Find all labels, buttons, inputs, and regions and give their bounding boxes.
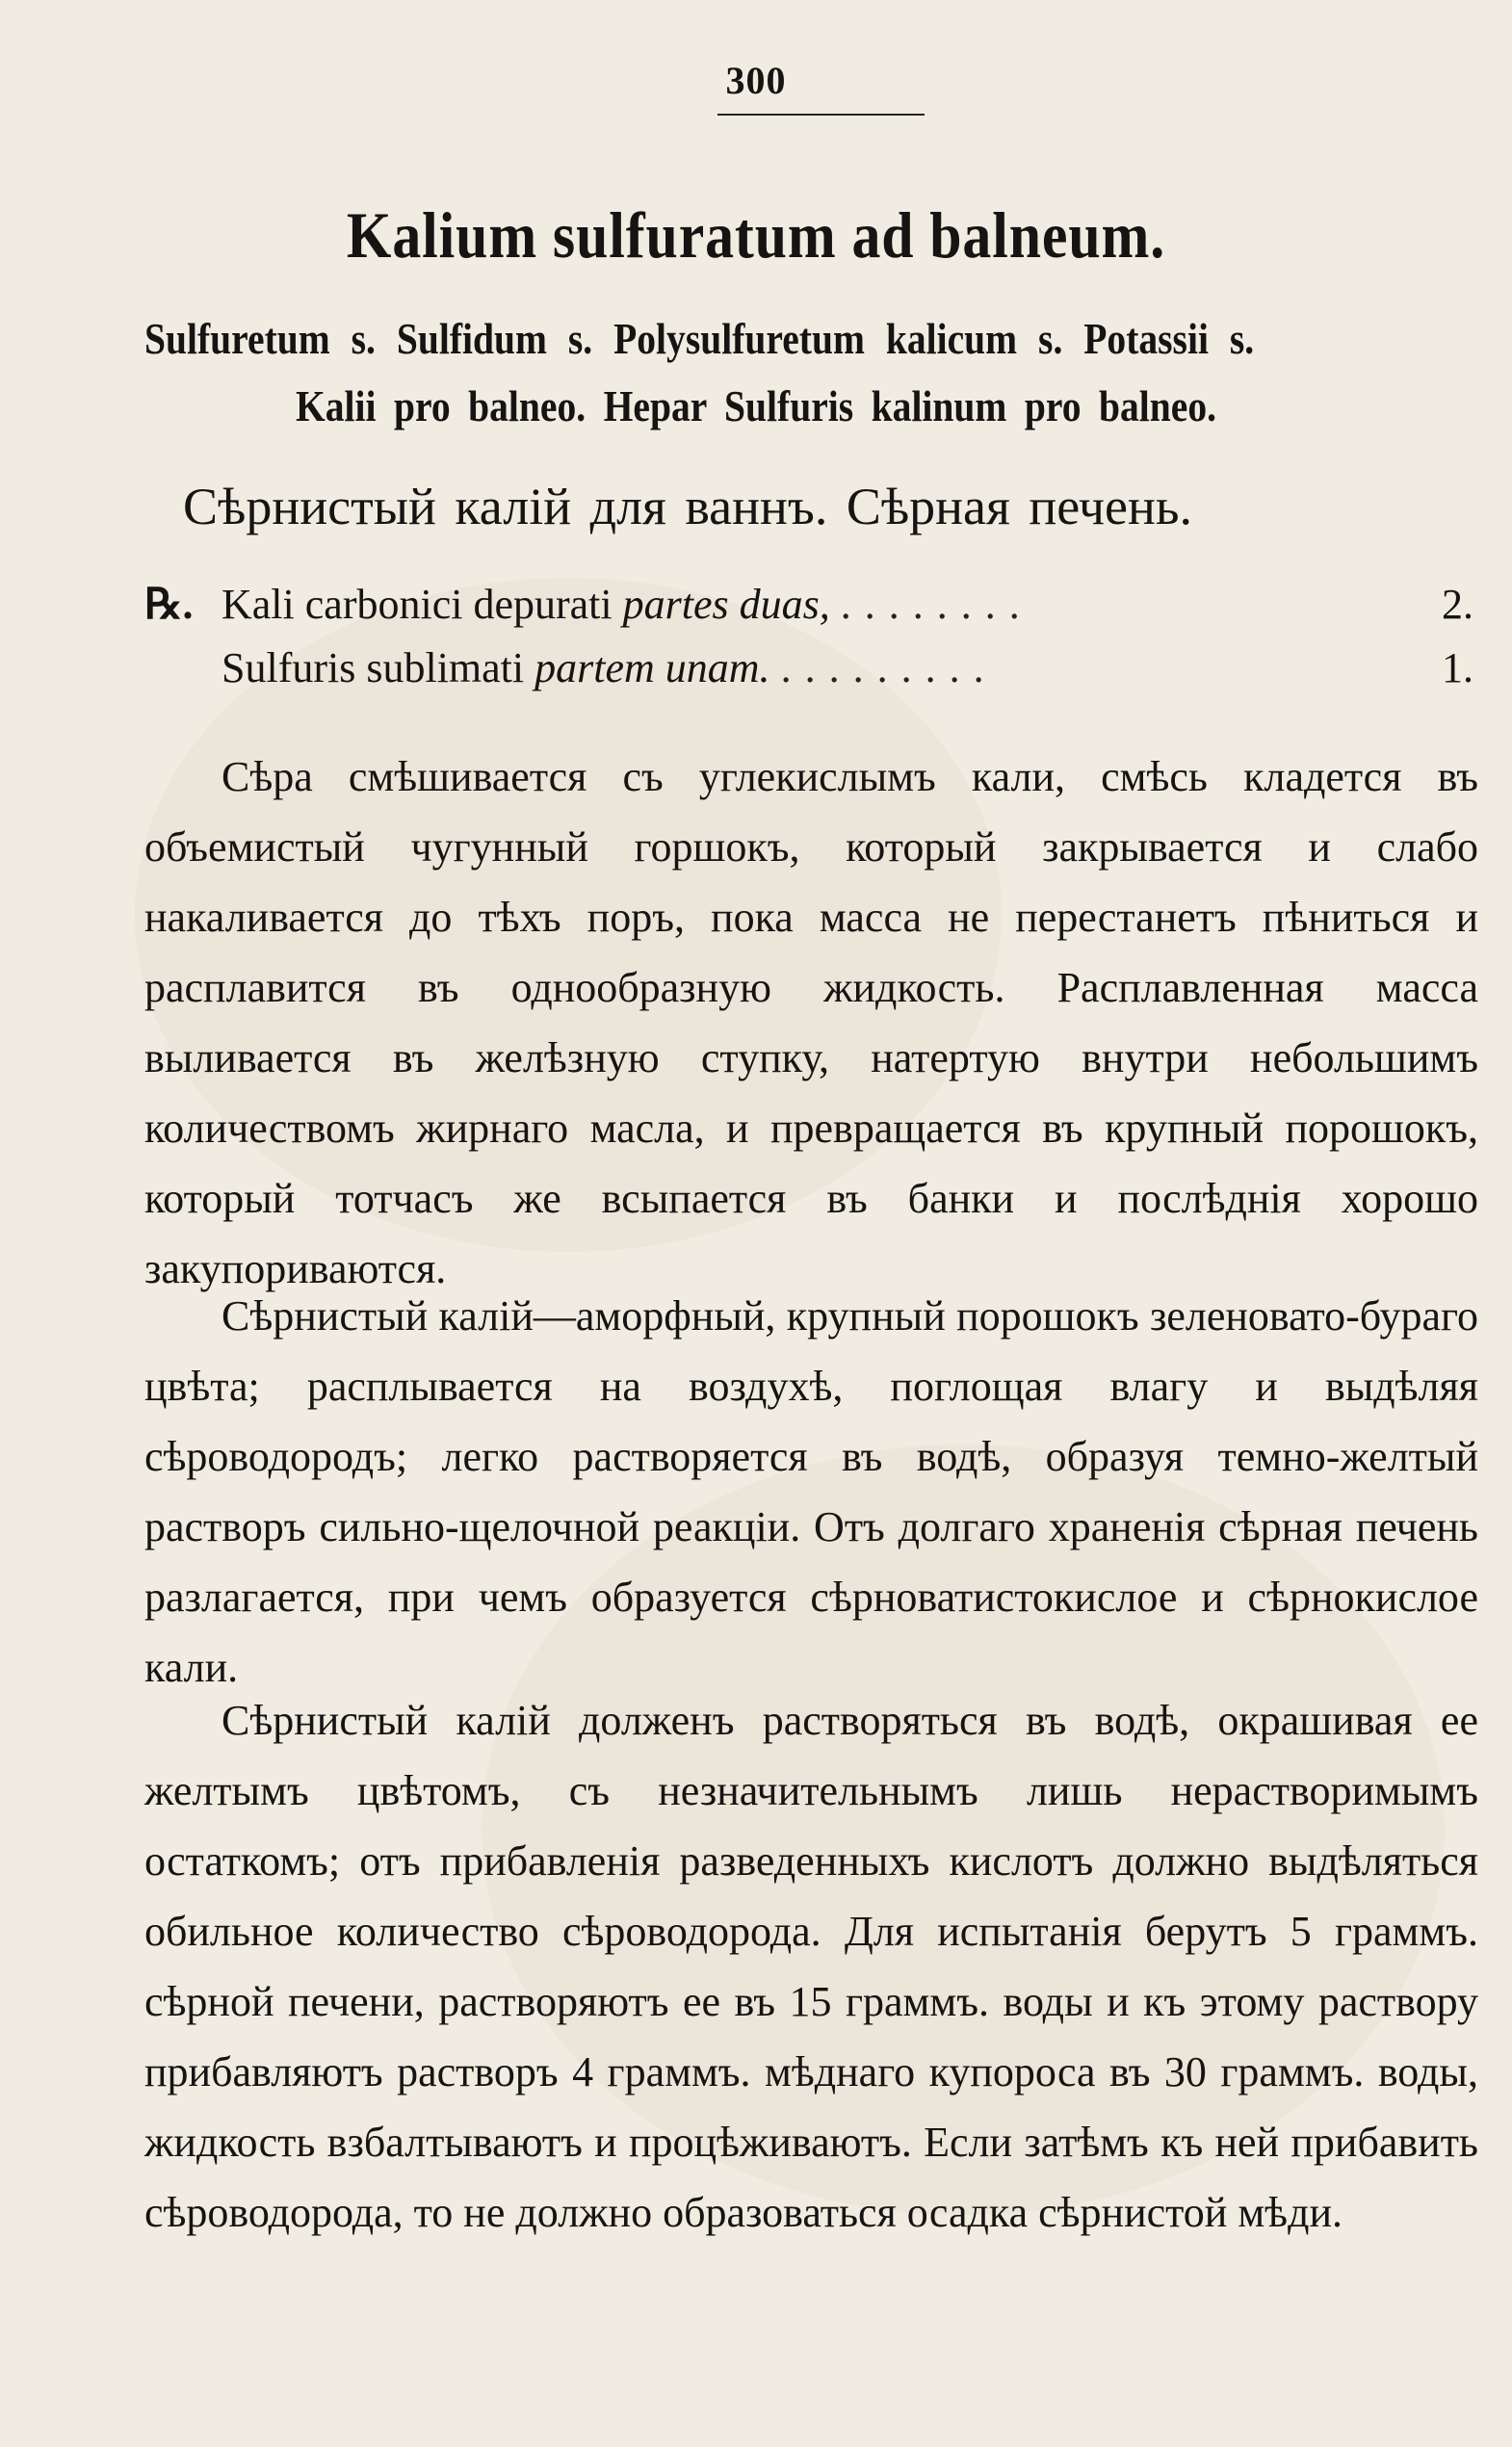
recipe-line-2 <box>144 643 1483 701</box>
recipe-amount: partes duas, <box>622 581 830 628</box>
synonyms-line-1: Sulfuretum s. Sulfidum s. Polysulfuretum kalicum s. Potassii s. <box>144 314 1255 363</box>
recipe-amount: partem unam. <box>534 644 770 691</box>
synonyms-line-2: Kalii pro balneo. Hepar Sulfuris kalinum pro balneo. <box>295 381 1216 430</box>
recipe-ingredient: Sulfuris sublimati <box>222 644 525 691</box>
paragraph-properties: Сѣрнистый калій—аморфный, крупный порошокъ зеленовато-бураго цвѣта; расплывается на воздухѣ, поглощая влагу и выдѣляя сѣроводородъ; легко растворяется въ водѣ, образуя темно-желтый растворъ сильно-щелочной реакціи. Отъ долгаго храненія сѣрная печень разлагается, при чемъ образуется сѣрноватистокислое и сѣрнокислое кали. <box>144 1292 1478 1691</box>
paragraph-preparation: Сѣра смѣшивается съ углекислымъ кали, смѣсь кладется въ объемистый чугунный горшокъ, который закрывается и слабо накаливается до тѣхъ поръ, пока масса не перестанетъ пѣниться и расплавится въ однообразную жидкость. Расплавленная масса выливается въ желѣзную ступку, натертую внутри небольшимъ количествомъ жирнаго масла, и превращается въ крупный порошокъ, который тотчасъ же всыпается въ банки и послѣднія хорошо закупориваются. <box>144 753 1478 1292</box>
page-number: 300 <box>725 59 787 102</box>
recipe-line-1 <box>144 580 1483 638</box>
recipe-quantity: 2. <box>1442 581 1473 628</box>
russian-subtitle: Сѣрнистый калій для ваннъ. Сѣрная печень. <box>183 478 1193 535</box>
recipe-ingredient: Kali carbonici depurati <box>222 581 613 628</box>
recipe-leader-dots: ......... <box>780 644 998 691</box>
page-number-rule <box>717 114 925 116</box>
recipe-symbol: ℞. <box>144 581 194 628</box>
recipe-quantity: 1. <box>1442 644 1473 691</box>
article-title: Kalium sulfuratum ad balneum. <box>346 198 1166 272</box>
paragraph-testing: Сѣрнистый калій долженъ растворяться въ водѣ, окрашивая ее желтымъ цвѣтомъ, съ незначительнымъ лишь нерастворимымъ остаткомъ; отъ прибавленія разведенныхъ кислотъ должно выдѣляться обильное количество сѣроводорода. Для испытанія берутъ 5 граммъ. сѣрной печени, растворяютъ ее въ 15 граммъ. воды и къ этому раствору прибавляютъ растворъ 4 граммъ. мѣднаго купороса въ 30 граммъ. воды, жидкость взбалтываютъ и процѣживаютъ. Если затѣмъ къ ней прибавить сѣроводорода, то не должно образоваться осадка сѣрнистой мѣди. <box>144 1697 1478 2236</box>
recipe-leader-dots: ........ <box>840 581 1033 628</box>
